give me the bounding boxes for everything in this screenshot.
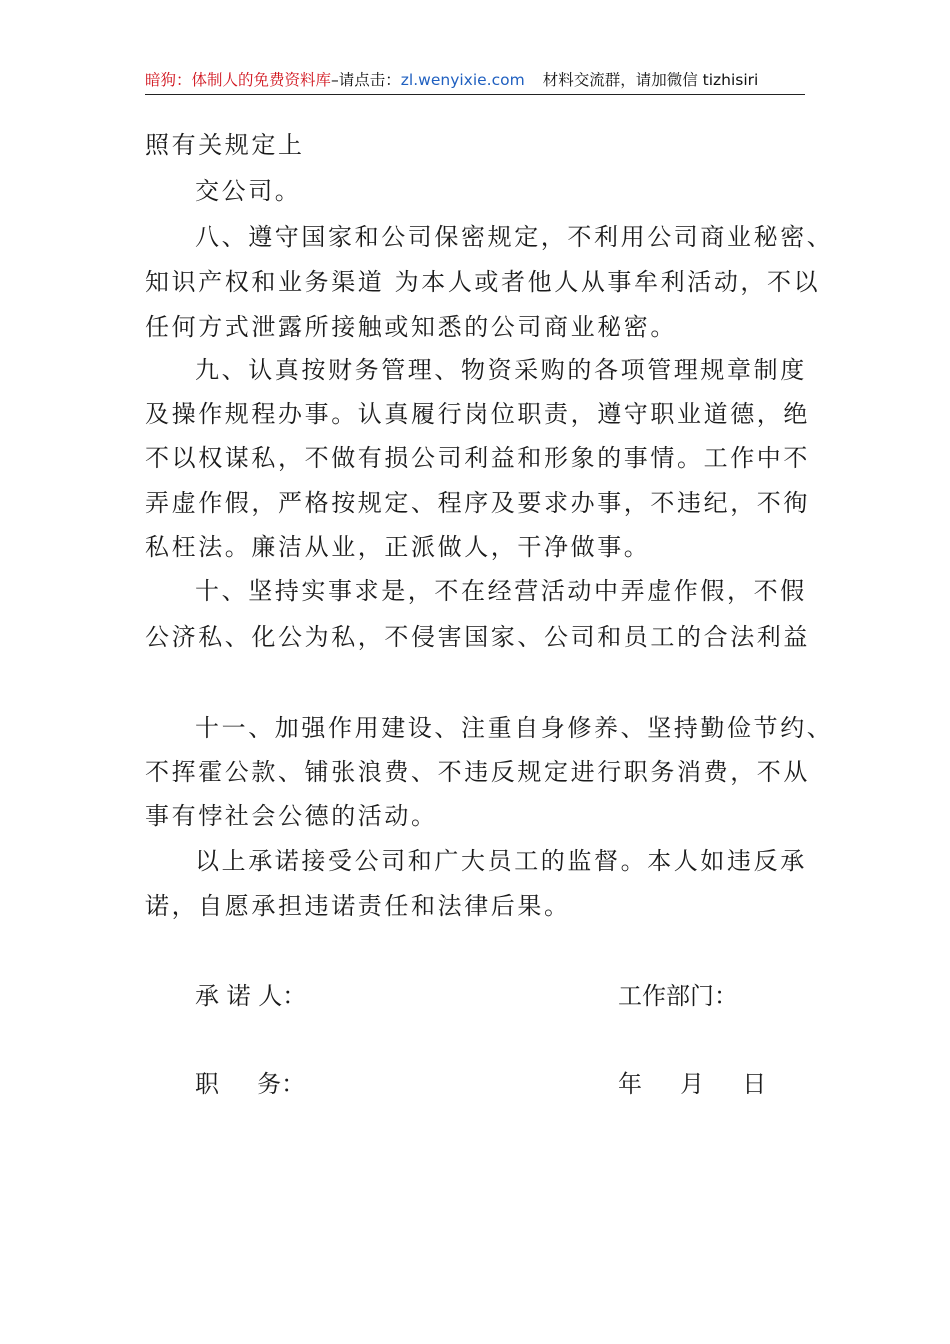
body-line: 以上承诺接受公司和广大员工的监督。本人如违反承 bbox=[195, 847, 807, 875]
body-line: 十、坚持实事求是，不在经营活动中弄虚作假，不假 bbox=[195, 577, 807, 605]
body-line: 交公司。 bbox=[195, 177, 302, 205]
header-brand: 暗狗：体制人的免费资料库 bbox=[145, 71, 332, 89]
position-label: 职 务： bbox=[195, 1070, 306, 1098]
body-line: 不以权谋私，不做有损公司利益和形象的事情。工作中不 bbox=[145, 444, 810, 472]
body-line: 九、认真按财务管理、物资采购的各项管理规章制度 bbox=[195, 356, 807, 384]
header-group-note: 材料交流群，请加微信 tizhisiri bbox=[542, 71, 759, 89]
header-click-prompt: –请点击： bbox=[331, 71, 401, 89]
header-site-link[interactable]: zl.wenyixie.com bbox=[400, 71, 525, 89]
body-line: 诺，自愿承担违诺责任和法律后果。 bbox=[145, 892, 571, 920]
body-line: 不挥霍公款、铺张浪费、不违反规定进行职务消费，不从 bbox=[145, 758, 810, 786]
body-line: 十一、加强作用建设、注重自身修养、坚持勤俭节约、 bbox=[195, 714, 834, 742]
page-header bbox=[145, 66, 805, 95]
body-line: 弄虚作假，严格按规定、程序及要求办事，不违纪，不徇 bbox=[145, 489, 810, 517]
body-line: 公济私、化公为私，不侵害国家、公司和员工的合法利益 bbox=[145, 623, 810, 651]
department-label: 工作部门： bbox=[618, 982, 738, 1010]
body-line: 照有关规定上 bbox=[145, 131, 305, 159]
body-line: 及操作规程办事。认真履行岗位职责，遵守职业道德，绝 bbox=[145, 400, 810, 428]
body-line: 八、遵守国家和公司保密规定，不利用公司商业秘密、 bbox=[195, 223, 834, 251]
body-line: 事有悖社会公德的活动。 bbox=[145, 802, 438, 830]
body-line: 知识产权和业务渠道 为本人或者他人从事牟利活动，不以 bbox=[145, 268, 821, 296]
body-line: 任何方式泄露所接触或知悉的公司商业秘密。 bbox=[145, 313, 677, 341]
date-label: 年 月 日 bbox=[618, 1070, 767, 1098]
body-line: 私枉法。廉洁从业，正派做人，干净做事。 bbox=[145, 533, 651, 561]
promisor-label: 承 诺 人： bbox=[195, 982, 307, 1010]
